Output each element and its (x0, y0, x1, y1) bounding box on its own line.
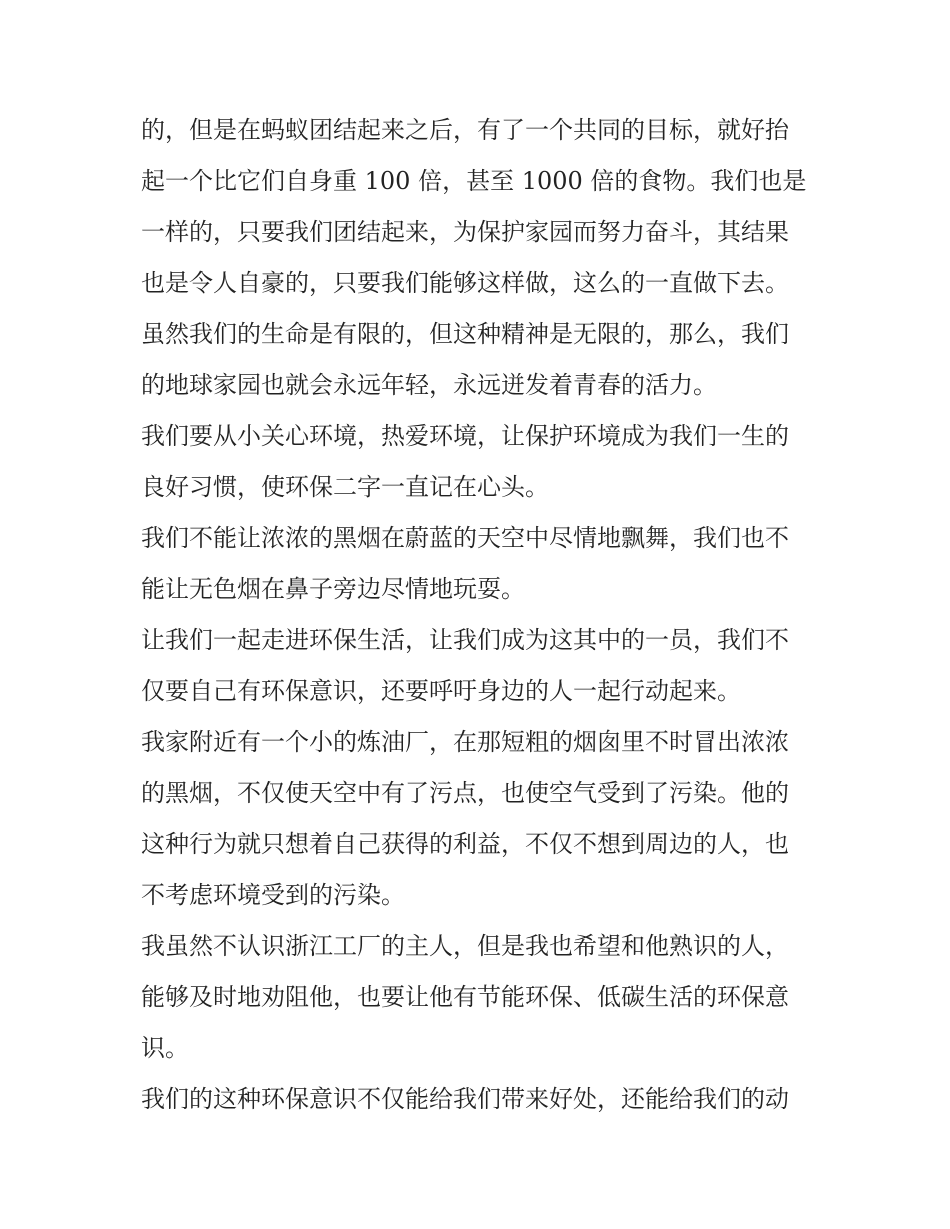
text-line: 能让无色烟在鼻子旁边尽情地玩耍。 (141, 575, 525, 603)
text-line: 不考虑环境受到的污染。 (141, 881, 405, 909)
text-line: 我家附近有一个小的炼油厂，在那短粗的烟囱里不时冒出浓浓 (141, 728, 789, 756)
text-line: 这种行为就只想着自己获得的利益，不仅不想到周边的人，也 (141, 830, 789, 858)
text-line: 一样的，只要我们团结起来，为保护家园而努力奋斗，其结果 (141, 218, 789, 246)
text-line: 识。 (141, 1034, 189, 1062)
text-line: 起一个比它们自身重 100 倍，甚至 1000 倍的食物。我们也是 (141, 167, 807, 195)
text-line: 我虽然不认识浙江工厂的主人，但是我也希望和他熟识的人， (141, 932, 789, 960)
text-line: 我们不能让浓浓的黑烟在蔚蓝的天空中尽情地飘舞，我们也不 (141, 524, 789, 552)
text-line: 我们要从小关心环境，热爱环境，让保护环境成为我们一生的 (141, 422, 789, 450)
text-line: 虽然我们的生命是有限的，但这种精神是无限的，那么，我们 (141, 320, 789, 348)
text-line: 良好习惯，使环保二字一直记在心头。 (141, 473, 549, 501)
text-line: 仅要自己有环保意识，还要呼吁身边的人一起行动起来。 (141, 677, 741, 705)
text-line: 的黑烟，不仅使天空中有了污点，也使空气受到了污染。他的 (141, 779, 789, 807)
text-line: 也是令人自豪的，只要我们能够这样做，这么的一直做下去。 (141, 269, 789, 297)
text-line: 让我们一起走进环保生活，让我们成为这其中的一员，我们不 (141, 626, 789, 654)
text-line: 的，但是在蚂蚁团结起来之后，有了一个共同的目标，就好抬 (141, 116, 789, 144)
text-line: 能够及时地劝阻他，也要让他有节能环保、低碳生活的环保意 (141, 983, 789, 1011)
text-line: 我们的这种环保意识不仅能给我们带来好处，还能给我们的动 (141, 1085, 789, 1113)
text-line: 的地球家园也就会永远年轻，永远迸发着青春的活力。 (141, 371, 717, 399)
